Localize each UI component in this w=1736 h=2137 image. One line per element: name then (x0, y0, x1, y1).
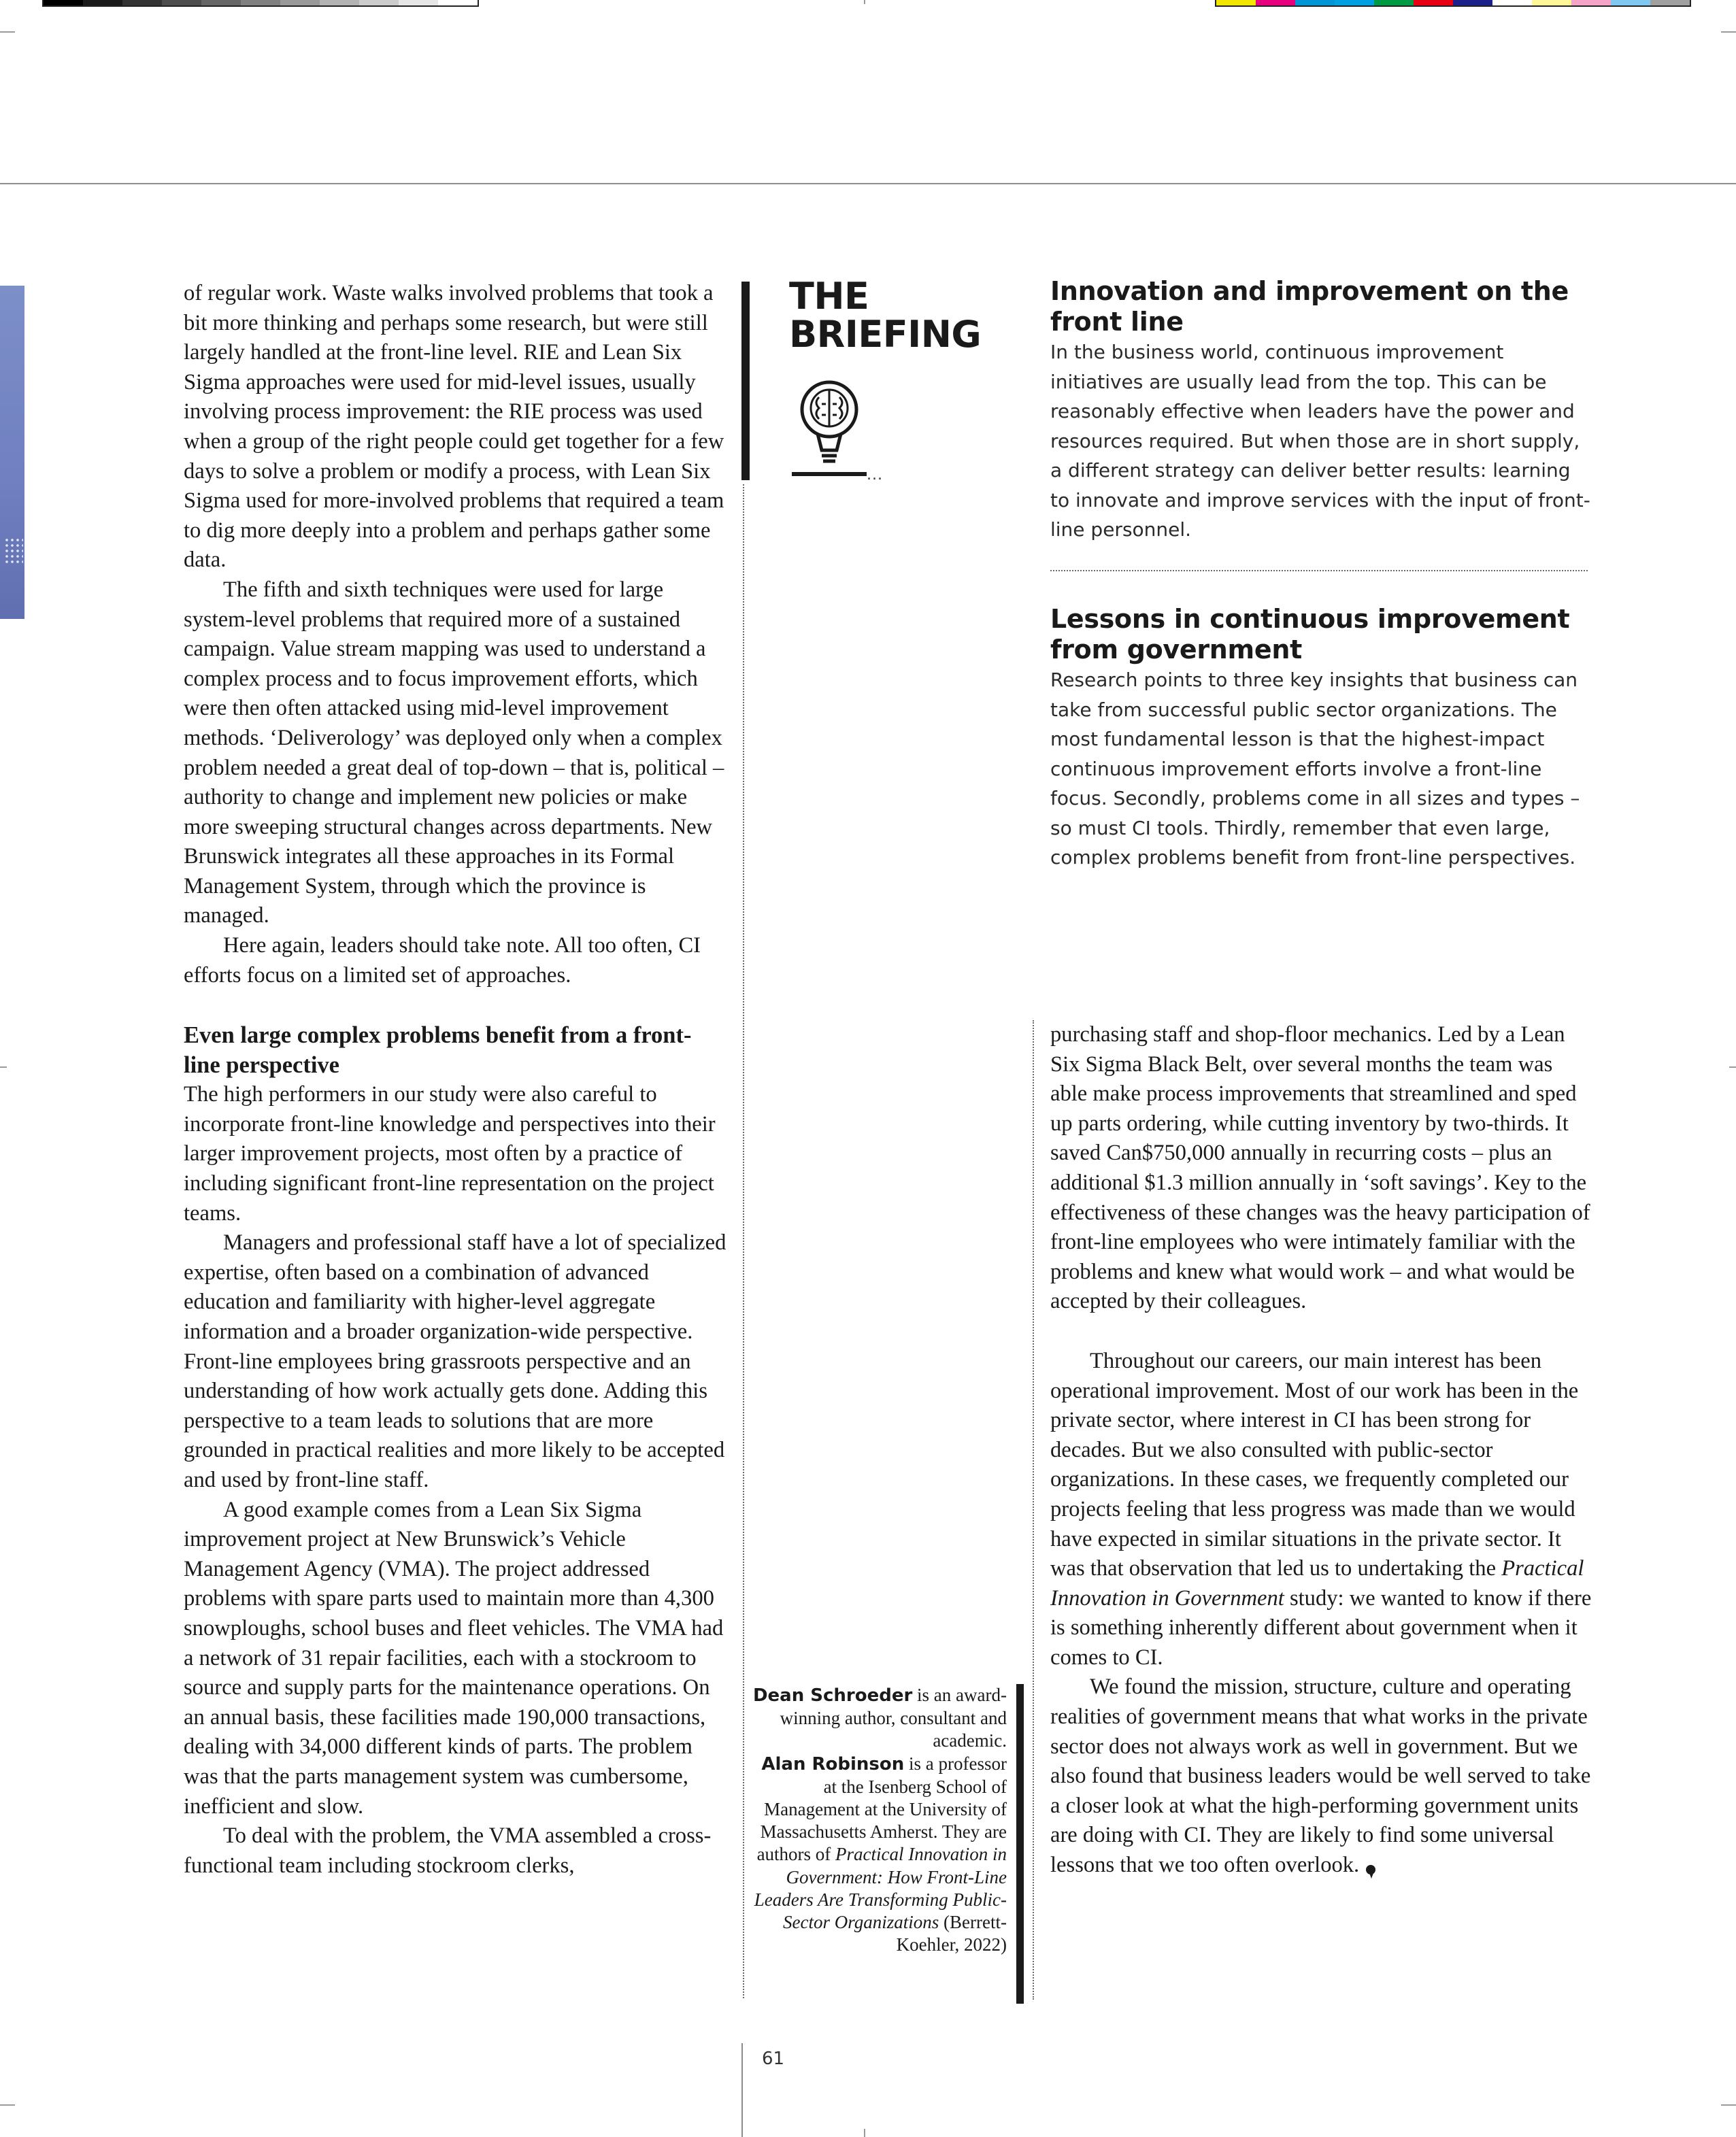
body-paragraph: Managers and professional staff have a lot of specialized expertise, often based on a combination of advanced education and familiarity with higher-level aggregate information and a broader organization-wide perspective. Front-line employees bring grassroots perspective and an understanding of how work actually gets done. Adding this perspective to a team leads to solutions that are more grounded in practical realities and more likely to be accepted and used by front-line staff. (184, 1230, 727, 1492)
calibration-swatch (44, 0, 83, 5)
calibration-swatch (1453, 0, 1492, 5)
calibration-swatch (438, 0, 478, 5)
crop-mark (0, 31, 15, 33)
body-paragraph: A good example comes from a Lean Six Sigma improvement project at New Brunswick’s Vehicle Management Agency (VMA). The project addressed problems with spare parts used to maintain more than 4,300 snowploughs, school buses and fleet vehicles. The VMA had a network of 31 repair facilities, each with a stockroom to source and supply parts for the maintenance operations. On an annual basis, these facilities made 190,000 transactions, dealing with 34,000 different kinds of parts. The problem was that the parts management system was cumbersome, inefficient and slow. (184, 1497, 724, 1819)
crop-mark (864, 0, 865, 4)
author-name: Alan Robinson (761, 1753, 905, 1774)
calibration-swatch (1335, 0, 1374, 5)
body-column-right (1050, 1020, 1595, 1881)
briefing-item-heading: Innovation and improvement on the front line (1050, 276, 1569, 337)
body-paragraph: purchasing staff and shop-floor mechanics. Led by a Lean Six Sigma Black Belt, over several months the team was able make process improvements that streamlined and sped up parts ordering, while cutting inventory by two-thirds. It saved Can$750,000 annually in recurring costs – plus an additional $1.3 million annually in ‘soft savings’. Key to the effectiveness of these changes was the heavy participation of front-line employees who were intimately familiar with the problems and knew what would work – and what would be accepted by their colleagues. (1050, 1022, 1590, 1314)
briefing-separator (1050, 570, 1588, 571)
book-title: Practical Innovation in Government: How Front-Line Leaders Are Transforming Public-Sector Organizations (754, 1844, 1007, 1933)
briefing-item-1 (1050, 276, 1595, 545)
footer-rule (741, 2043, 743, 2137)
briefing-item-body: In the business world, continuous improvement initiatives are usually lead from the top. This can be reasonably effective when leaders have the power and resources required. But when those are in short supply, a different strategy can deliver better results: learning to innovate and improve services with the input of front-line personnel. (1050, 341, 1590, 541)
calibration-swatch (162, 0, 201, 5)
author-name: Dean Schroeder (752, 1685, 913, 1706)
crop-mark (0, 1066, 7, 1068)
calibration-swatch (241, 0, 280, 5)
crop-mark (1729, 1066, 1736, 1068)
briefing-title (789, 277, 981, 354)
crop-mark (0, 2104, 15, 2106)
right-paragraph-group (1050, 1020, 1595, 1317)
bio-bar (1016, 1684, 1024, 2004)
body-paragraph: Throughout our careers, our main interest has been operational improvement. Most of our work has been in the private sector, where interest in CI has been strong for decades. But we also consulted with public-sector organizations. In these cases, we frequently completed our projects feeling that less progress was made than we would have expected in similar situations in the private sector. It was that observation that led us to undertaking the Practical Innovation in Government study: we wanted to know if there is something inherently different about government when it comes to CI. (1050, 1348, 1592, 1670)
calibration-swatch (1571, 0, 1611, 5)
briefing-item-2 (1050, 604, 1595, 873)
calibration-swatch (1216, 0, 1256, 5)
body-paragraph: of regular work. Waste walks involved problems that took a bit more thinking and perhaps some research, but were still largely handled at the front-line level. RIE and Lean Six Sigma approaches were used for mid-level issues, usually involving process improvement: the RIE process was used when a group of the right people could get together for a few days to solve a problem or modify a process, with Lean Six Sigma used for more-involved problems that required a team to dig more deeply into a problem and perhaps gather some data. (184, 281, 724, 573)
color-calibration-strip (1215, 0, 1691, 7)
calibration-swatch (1532, 0, 1571, 5)
header-rule (0, 183, 1736, 184)
body-column-left (184, 279, 728, 1881)
crop-mark (1721, 31, 1736, 33)
end-mark-icon (1366, 1865, 1375, 1874)
calibration-swatch (1374, 0, 1414, 5)
calibration-swatch (1295, 0, 1335, 5)
calibration-swatch (399, 0, 438, 5)
calibration-swatch (83, 0, 122, 5)
calibration-swatch (1414, 0, 1453, 5)
lightbulb-brain-icon (792, 377, 867, 479)
briefing-item-body: Research points to three key insights that business can take from successful public sector organizations. The most fundamental lesson is that the highest-impact continuous improvement efforts involve a front-line focus. Secondly, problems come in all sizes and types – so must CI tools. Thirdly, remember that even large, complex problems benefit from front-line perspectives. (1050, 669, 1580, 869)
section-subheading: Even large complex problems benefit from a front-line perspective (184, 1022, 692, 1079)
column-divider-right (1033, 1020, 1034, 2000)
body-paragraph: To deal with the problem, the VMA assembled a cross-functional team including stockroom clerks, (184, 1823, 712, 1878)
body-paragraph-final: We found the mission, structure, culture and operating realities of government means that what works in the private sector does not always work as well in government. But we also found that business leaders would be well served to take a closer look at what the high-performing government units are doing with CI. They are likely to find some universal lessons that we too often overlook. (1050, 1675, 1591, 1878)
crop-mark (864, 2129, 865, 2137)
body-paragraph: The high performers in our study were also careful to incorporate front-line knowledge and perspectives into their larger improvement projects, most often by a practice of including significant front-line representation on the project teams. (184, 1082, 716, 1226)
briefing-bar (741, 282, 750, 480)
left-paragraph-group (184, 279, 728, 990)
facing-page-bleed (0, 286, 24, 619)
facing-page-dots (4, 537, 23, 565)
calibration-swatch (1611, 0, 1650, 5)
calibration-swatch (201, 0, 241, 5)
calibration-swatch (122, 0, 162, 5)
column-divider-left (743, 484, 744, 1998)
page-number: 61 (762, 2049, 785, 2069)
body-paragraph: The fifth and sixth techniques were used for large system-level problems that required more of a sustained campaign. Value stream mapping was used to understand a complex process and to focus improvement efforts, which were then often attacked using mid-level improvement methods. ‘Deliverology’ was deployed only when a complex problem needed a great deal of top-down – that is, political – authority to change and implement new policies or make more sweeping structural changes across departments. New Brunswick integrates all these approaches in its Formal Management System, through which the province is managed. (184, 577, 724, 928)
crop-mark (1721, 2104, 1736, 2106)
calibration-swatch (1650, 0, 1690, 5)
briefing-dots: ... (867, 467, 883, 484)
briefing-item-heading: Lessons in continuous improvement from government (1050, 604, 1570, 664)
briefing-title-line2: BRIEFING (789, 313, 982, 356)
body-paragraph: Here again, leaders should take note. All too often, CI efforts focus on a limited set of approaches. (184, 933, 701, 988)
author-bio: Dean Schroeder is an award-winning author, consultant and academic. Alan Robinson is a professor at the Isenberg School of Management at the University of Massachusetts Amherst. They are authors of Practical Innovation in Government: How Front-Line Leaders Are Transforming Public-Sector Organizations (Berrett-Koehler, 2022) (752, 1685, 1007, 1955)
book-title: Practical Innovation in Government (1050, 1556, 1584, 1611)
calibration-swatch (320, 0, 359, 5)
calibration-swatch (359, 0, 399, 5)
calibration-swatch (280, 0, 320, 5)
left-paragraph-group-2 (184, 1080, 728, 1881)
gray-calibration-strip (42, 0, 479, 7)
briefing-title-line1: THE (789, 275, 869, 318)
calibration-swatch (1256, 0, 1295, 5)
calibration-swatch (1492, 0, 1532, 5)
